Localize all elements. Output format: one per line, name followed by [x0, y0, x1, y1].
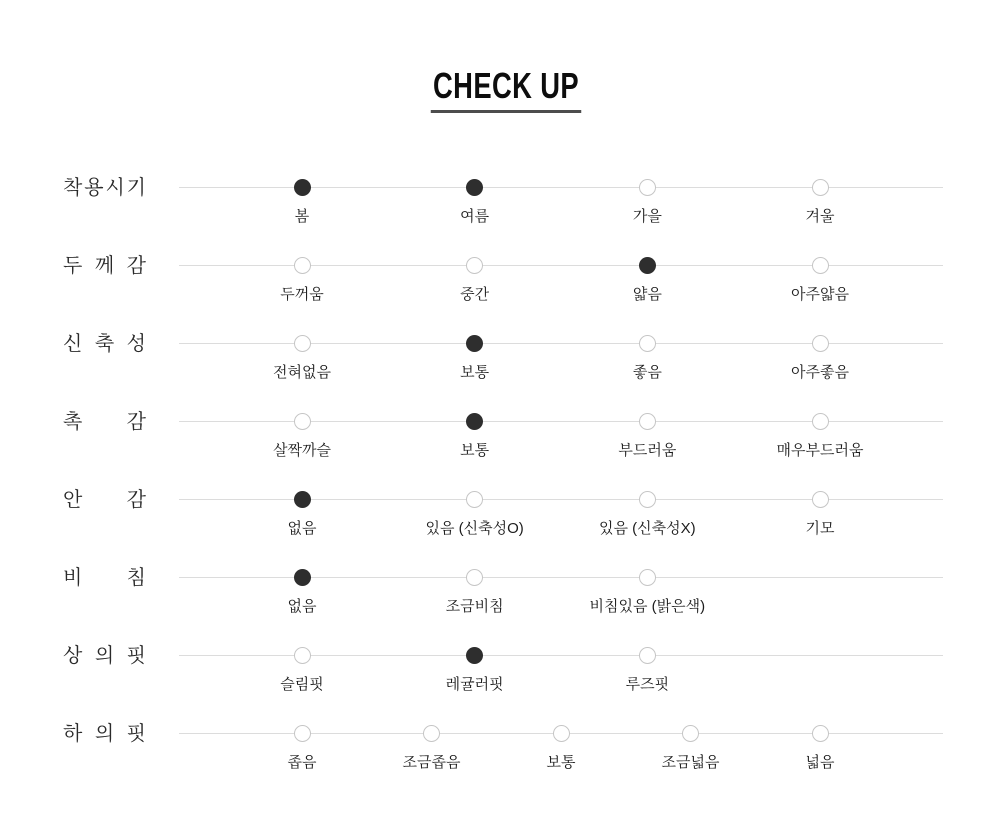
row-label — [63, 486, 146, 514]
row-label — [63, 174, 146, 202]
option-dot-selected — [294, 491, 311, 508]
option-dot — [553, 725, 570, 742]
option-dot — [812, 725, 829, 742]
option-label: 아주얇음 — [791, 286, 849, 303]
row-label — [63, 252, 146, 280]
option-dot — [639, 413, 656, 430]
option-label: 중간 — [460, 286, 490, 303]
row-label-char: 의 — [94, 723, 115, 745]
option-dot — [294, 413, 311, 430]
row-label — [63, 642, 146, 670]
row-label-char: 침 — [126, 567, 146, 589]
option-dot — [639, 647, 656, 664]
option-dot — [294, 257, 311, 274]
option-dot — [812, 179, 829, 196]
page-title: CHECK UP — [431, 68, 581, 113]
row-label — [63, 564, 146, 592]
option-dot — [812, 335, 829, 352]
row-label-char: 성 — [126, 333, 146, 355]
option-label: 두꺼움 — [280, 286, 324, 303]
row-label-char: 비 — [63, 567, 83, 589]
option-dot — [466, 491, 483, 508]
option-label: 슬림핏 — [280, 676, 324, 693]
option-label: 보통 — [546, 754, 576, 771]
row-label-char: 축 — [94, 333, 115, 355]
row-label-char: 께 — [94, 255, 115, 277]
option-dot — [812, 491, 829, 508]
option-label: 조금넓음 — [661, 754, 720, 771]
row-label-char: 촉 — [63, 411, 83, 433]
option-dot — [639, 179, 656, 196]
option-label: 기모 — [805, 520, 835, 537]
row-label — [63, 330, 146, 358]
option-dot-selected — [466, 647, 483, 664]
option-label: 여름 — [460, 208, 490, 225]
row-label — [63, 720, 146, 748]
option-label: 보통 — [460, 442, 490, 459]
option-dot — [294, 647, 311, 664]
row-label-char: 용 — [84, 177, 104, 199]
option-label: 없음 — [287, 598, 317, 615]
option-dot — [639, 569, 656, 586]
option-label: 좁음 — [287, 754, 317, 771]
row-label-char: 안 — [63, 489, 83, 511]
row-label-char: 핏 — [126, 645, 146, 667]
option-label: 매우부드러움 — [776, 442, 864, 459]
row-label-char: 감 — [126, 489, 146, 511]
row-label-char: 착 — [63, 177, 83, 199]
row-label-char: 신 — [63, 333, 83, 355]
row-label-char: 핏 — [126, 723, 146, 745]
option-dot-selected — [294, 179, 311, 196]
option-dot — [812, 257, 829, 274]
row-label-char: 감 — [126, 411, 146, 433]
option-dot-selected — [294, 569, 311, 586]
option-dot — [812, 413, 829, 430]
option-dot-selected — [466, 179, 483, 196]
option-dot — [466, 569, 483, 586]
row-label-char: 시 — [105, 177, 125, 199]
row-label-char: 의 — [94, 645, 115, 667]
option-label: 좋음 — [632, 364, 662, 381]
option-label: 비침있음 (밝은색) — [589, 598, 706, 615]
option-dot-selected — [466, 413, 483, 430]
option-label: 겨울 — [805, 208, 835, 225]
option-dot — [466, 257, 483, 274]
option-label: 얇음 — [632, 286, 662, 303]
option-label: 레귤러핏 — [445, 676, 504, 693]
row-label-char: 상 — [63, 645, 83, 667]
option-dot — [294, 725, 311, 742]
option-label: 가을 — [632, 208, 662, 225]
row-label-char: 기 — [126, 177, 146, 199]
option-label: 아주좋음 — [791, 364, 849, 381]
row-label — [63, 408, 146, 436]
option-dot — [294, 335, 311, 352]
option-label: 넓음 — [805, 754, 835, 771]
row-label-char: 하 — [63, 723, 83, 745]
option-dot — [423, 725, 440, 742]
option-label: 있음 (신축성X) — [599, 520, 696, 537]
option-dot — [639, 335, 656, 352]
option-label: 보통 — [460, 364, 490, 381]
row-label-char: 감 — [126, 255, 146, 277]
option-dot — [682, 725, 699, 742]
option-label: 봄 — [294, 208, 310, 225]
row-label-char: 두 — [63, 255, 83, 277]
title-wrap — [6, 65, 1000, 113]
option-label: 조금비침 — [445, 598, 504, 615]
option-dot-selected — [466, 335, 483, 352]
option-label: 조금좁음 — [402, 754, 461, 771]
option-label: 루즈핏 — [625, 676, 670, 693]
option-label: 없음 — [287, 520, 317, 537]
option-dot — [639, 491, 656, 508]
option-dot-selected — [639, 257, 656, 274]
option-label: 살짝까슬 — [273, 442, 331, 459]
option-label: 부드러움 — [618, 442, 677, 459]
option-label: 전혀없음 — [273, 364, 331, 381]
option-label: 있음 (신축성O) — [425, 520, 524, 537]
